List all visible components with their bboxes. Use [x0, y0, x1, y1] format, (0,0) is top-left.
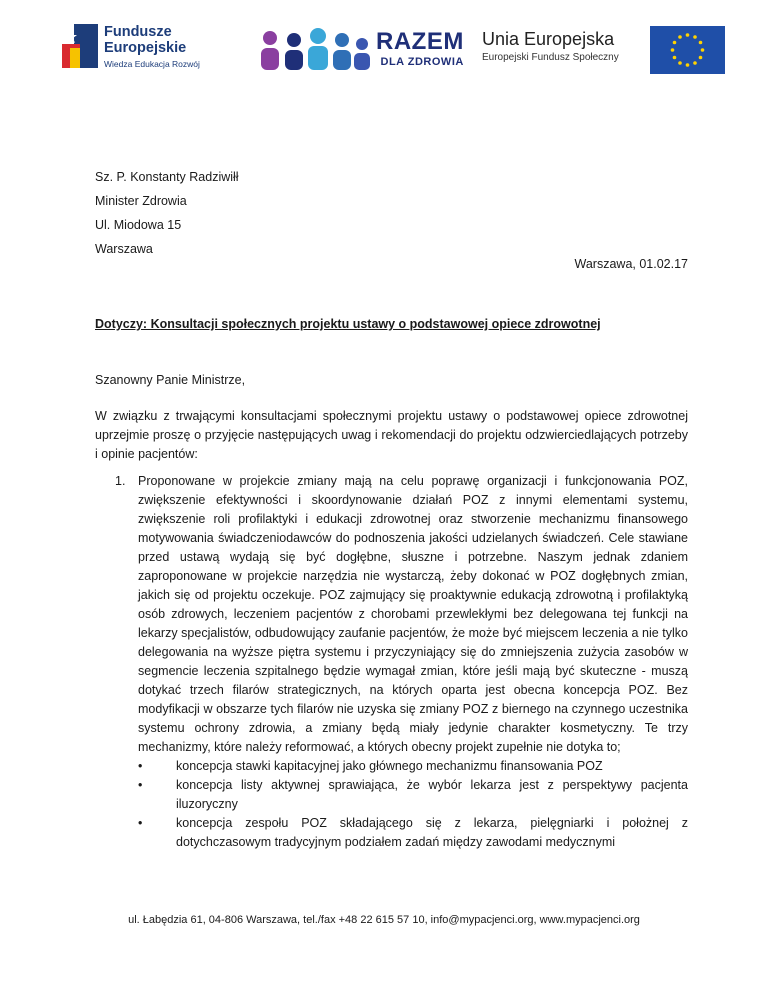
razem-logo-title: RAZEM: [376, 28, 464, 55]
eu-logo-line1: Unia Europejska: [482, 29, 615, 49]
list-item: [138, 814, 688, 852]
numbered-point: [115, 472, 688, 852]
razem-logo-subtitle: DLA ZDROWIA: [380, 56, 464, 68]
people-figures-icon: [258, 28, 372, 74]
fundusze-europejskie-logo: [60, 20, 230, 80]
addressee-block: [95, 165, 239, 261]
letter-subject: Dotyczy: Konsultacji społecznych projektu ustawy o podstawowej opiece zdrowotnej: [95, 317, 601, 331]
intro-paragraph: W związku z trwającymi konsultacjami społecznymi projektu ustawy o podstawowej opiece zdrowotnej uprzejmie proszę o przyjęcie następujących uwag i rekomendacji do projektu odzwierciedlających potrzeby i opinie pacjentów:: [95, 409, 688, 461]
list-item: [138, 757, 688, 776]
point-number: 1.: [115, 474, 126, 488]
fe-logo-tagline: Wiedza Edukacja Rozwój: [104, 59, 200, 69]
footer-contact: ul. Łabędzia 61, 04-806 Warszawa, tel./fax +48 22 615 57 10, info@mypacjenci.org, www.mypacjenci.org: [128, 914, 640, 926]
eu-logo-line2: Europejski Fundusz Społeczny: [482, 52, 619, 63]
razem-dla-zdrowia-logo: [258, 20, 468, 80]
letterhead: [0, 0, 768, 100]
eu-logo-text: [482, 28, 644, 63]
eu-flag-icon: [650, 26, 725, 74]
addressee-line: Sz. P. Konstanty Radziwiłł: [95, 170, 239, 184]
bullet-list: [138, 757, 688, 852]
bullet-glyph: •: [138, 759, 143, 773]
fe-logo-line1: Fundusze: [104, 24, 172, 40]
fe-logo-line2: Europejskie: [104, 40, 187, 56]
bullet-glyph: •: [138, 816, 143, 830]
bullet-text: koncepcja stawki kapitacyjnej jako głównego mechanizmu finansowania POZ: [176, 759, 603, 773]
point-text: Proponowane w projekcie zmiany mają na celu poprawę organizacji i funkcjonowania POZ, zwiększenie efektywności i skoordynowanie działań POZ z innymi elementami systemu, zwiększenie roli profilaktyki i edukacji zdrowotnej oraz stworzenie mechanizmu finansowego motywowania świadczeniodawców do podnoszenia jakości udzielanych świadczeń. Cele stawiane przed ustawą wydają się być dogłębne, słuszne i potrzebne. Naszym jednak zdaniem zaproponowane w projekcie narzędzia nie wystarczą, żeby dokonać w POZ dogłębnych zmian, jakich się od projektu oczekuje. POZ zajmujący się proaktywnie edukacją zdrowotną i profilaktyką osób zdrowych, leczeniem pacjentów z chorobami przewlekłymi bez delegowana tej funkcji na lekarzy specjalistów, odbudowujący zaufanie pacjentów, że może być miejscem leczenia a nie tylko delegowania na wyższe piętra systemu i przyczyniający się do zmniejszenia zużycia zasobów w segmencie leczenia szpitalnego będzie wymagał zmian, które jeśli mają być skuteczne - muszą dotykać trzech filarów strategicznych, na których oparta jest obecna koncepcja POZ. Bez modyfikacji w obszarze tych filarów nie uzyska się zmiany POZ z biernego na czynnego uczestnika systemu ochrony zdrowia, a zmiany będą miały jedynie charakter kosmetyczny. Te trzy mechanizmy, które należy reformować, a których obecny projekt zupełnie nie dotyka to;: [138, 474, 688, 754]
bullet-text: koncepcja listy aktywnej sprawiająca, że wybór lekarza jest z perspektywy pacjenta iluzoryczny: [176, 778, 688, 811]
bullet-glyph: •: [138, 778, 143, 792]
bullet-text: koncepcja zespołu POZ składającego się z lekarza, pielęgniarki i położnej z dotychczasowym tradycyjnym podziałem zadań między zawodami medycznymi: [176, 816, 688, 849]
fe-flag-icon: [60, 22, 100, 70]
list-item: [138, 776, 688, 814]
salutation: Szanowny Panie Ministrze,: [95, 373, 246, 387]
letter-date: Warszawa, 01.02.17: [574, 257, 688, 271]
addressee-line: Ul. Miodowa 15: [95, 218, 182, 232]
addressee-line: Warszawa: [95, 242, 153, 256]
addressee-line: Minister Zdrowia: [95, 194, 187, 208]
